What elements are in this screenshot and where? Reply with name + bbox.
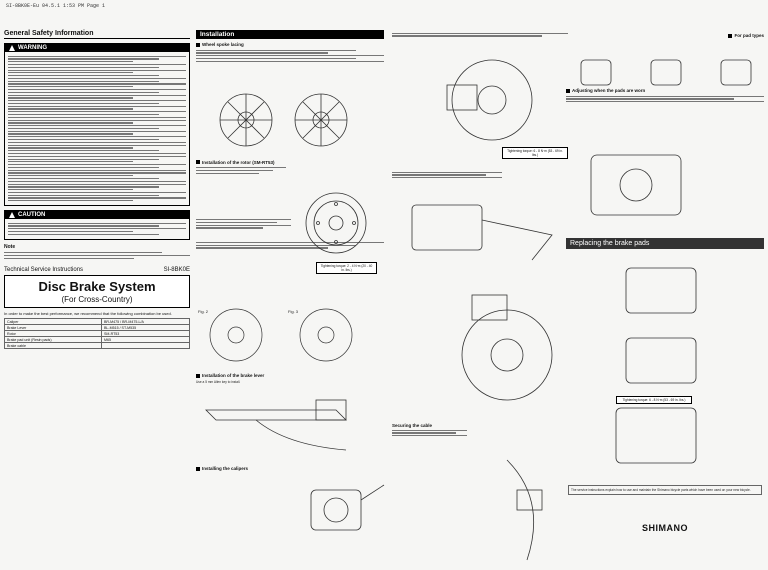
- table-row: Brake Lever BL-M515 / ST-M535: [5, 325, 190, 331]
- caution-icon: [9, 212, 15, 218]
- warning-text: [5, 52, 189, 205]
- table-row: Brake cable: [5, 343, 190, 349]
- brake-lever-diagram: [196, 390, 386, 460]
- square-bullet-icon: [196, 43, 200, 47]
- caliper-install-figure: [296, 475, 386, 555]
- caliper-install-heading: Installing the calipers: [202, 466, 249, 471]
- warning-icon: [9, 45, 15, 51]
- general-safety-title: General Safety Information: [4, 30, 190, 39]
- caution-label: CAUTION: [18, 212, 46, 218]
- tsi-label: Technical Service Instructions: [4, 267, 84, 274]
- torque-pads: Tightening torque: 6 - 8 N·m (53 - 69 in. lbs.): [616, 396, 692, 404]
- service-note: The service instructions explain how to use and maintain the Shimano bicycle parts which have been used on your new bicycle.: [568, 485, 762, 495]
- cable-routing-figure: [452, 275, 562, 415]
- square-bullet-icon: [566, 89, 570, 93]
- warning-label: WARNING: [18, 45, 47, 51]
- caution-box: [4, 210, 190, 240]
- doc-subtitle: (For Cross-Country): [61, 295, 133, 305]
- doc-title: Disc Brake System: [38, 279, 156, 295]
- lever-note: Use a 5 mm Allen key to install.: [196, 380, 241, 384]
- rotor-bolt-figures: [196, 305, 386, 365]
- installation-column-2: [392, 30, 568, 554]
- square-bullet-icon: [728, 34, 732, 38]
- warning-box: [4, 43, 190, 206]
- replace-pads-heading: Replacing the brake pads: [566, 238, 764, 249]
- doc-code: SI-8BK0E: [163, 267, 190, 274]
- doc-title-box: [4, 275, 190, 308]
- square-bullet-icon: [196, 374, 200, 378]
- shimano-logo: SHIMANO: [642, 523, 688, 533]
- maintenance-column: [566, 30, 764, 554]
- fig3-label: Fig. 3: [288, 309, 299, 314]
- file-header: SI-8BK0E-Eu 04.5.1 1:53 PM Page 1: [6, 3, 106, 9]
- torque-rotor: Tightening torque: 2 - 4 N·m (20 - 40 in. lbs.): [316, 262, 377, 274]
- rotor-install-heading: Installation of the rotor (SM-RT53): [202, 159, 275, 165]
- pad-adjust-figure: [571, 145, 761, 225]
- pad-types-heading: For pad types: [734, 33, 764, 38]
- replace-pads-figures: [606, 258, 761, 478]
- square-bullet-icon: [196, 467, 200, 471]
- general-safety-column: [4, 30, 190, 554]
- table-row: Brake pad unit (Resin pads) M65: [5, 337, 190, 343]
- lever-install-heading: Installation of the brake lever: [202, 373, 265, 378]
- caliper-clamp-figure: [432, 45, 562, 145]
- caliper-detail-figure: [392, 190, 567, 270]
- table-row: Caliper BR-M475 / BR-M475-L/A: [5, 319, 190, 325]
- wheel-spoke-heading: Wheel spoke lacing: [202, 42, 244, 47]
- rotor-figure: [296, 188, 381, 258]
- adjust-heading: Adjusting when the pads are worn: [572, 88, 646, 93]
- pad-types-figure: [571, 50, 761, 95]
- table-row: Rotor SM-RT53: [5, 331, 190, 337]
- torque-caliper: Tightening torque: 6 - 8 N·m (53 - 69 in. lbs.): [502, 147, 568, 159]
- spoke-lacing-diagram: [206, 80, 376, 155]
- square-bullet-icon: [196, 160, 200, 164]
- parts-table: [4, 318, 190, 349]
- fig2-label: Fig. 2: [198, 309, 209, 314]
- securing-cable-heading: Securing the cable: [392, 423, 433, 428]
- note-heading: Note: [4, 243, 16, 250]
- doc-intro: In order to make the best performance, we recommend that the following combination be used.: [4, 311, 172, 317]
- installation-column: [196, 30, 384, 554]
- cable-detail-figure: [487, 450, 567, 570]
- installation-title: Installation: [196, 30, 384, 39]
